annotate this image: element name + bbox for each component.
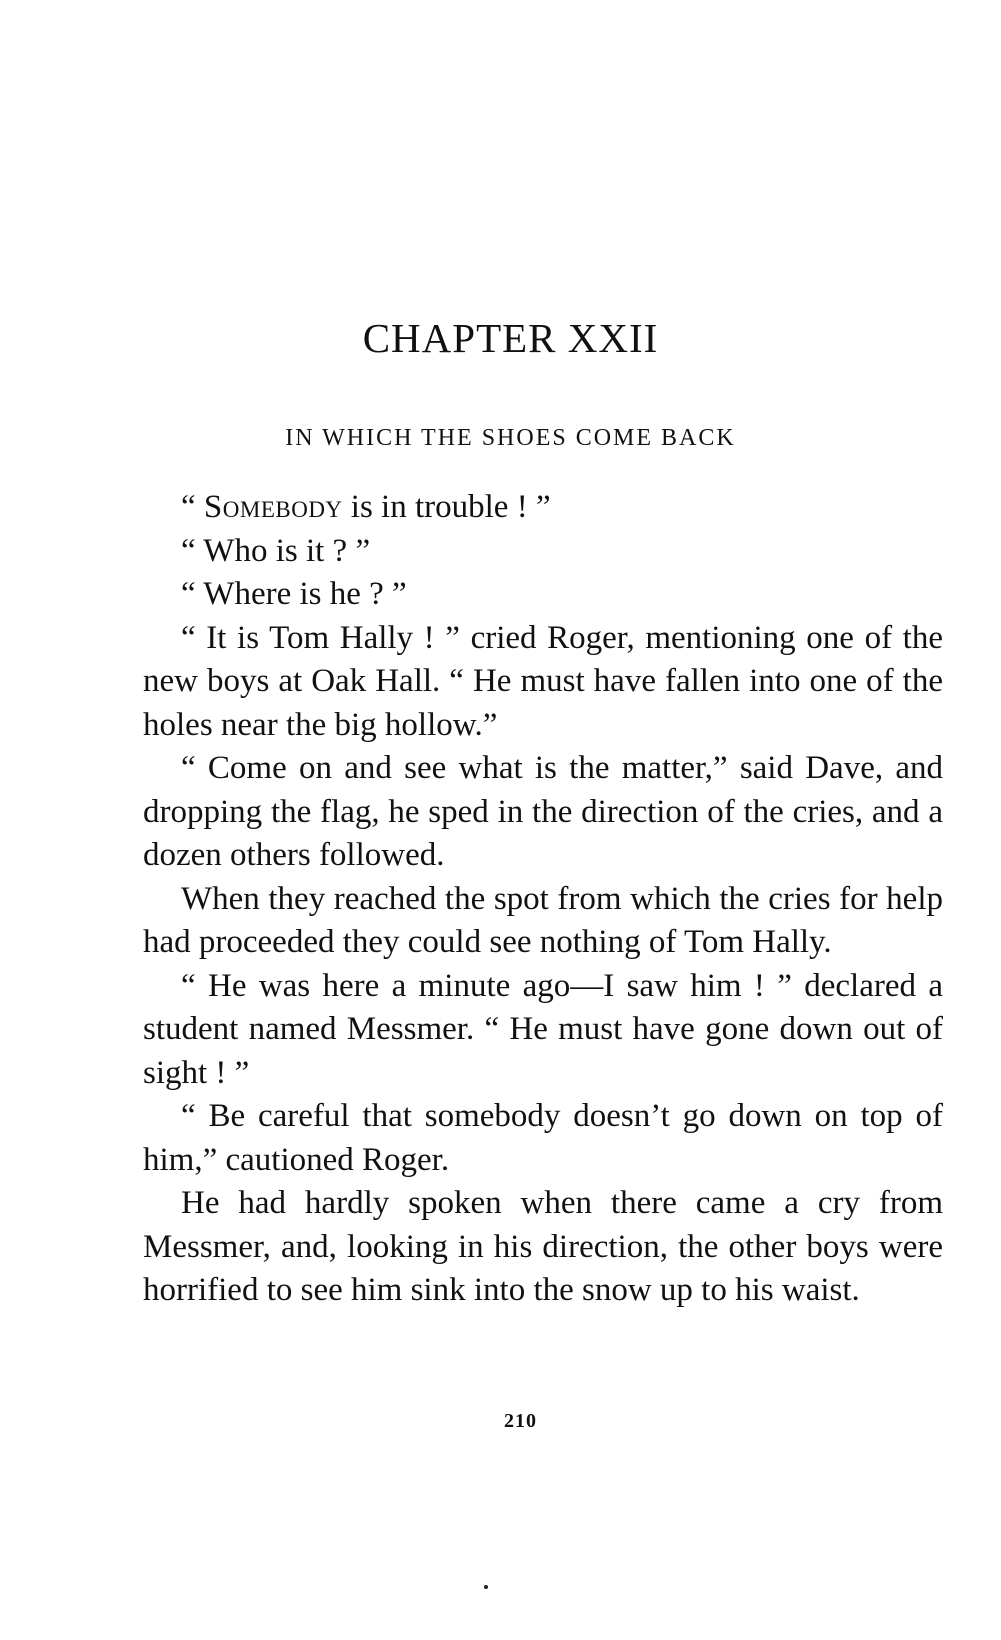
- paragraph-2: “ Who is it ? ”: [181, 532, 371, 569]
- paragraph-8: “ Be careful that somebody doesn’t go down on top of him,” cautioned Roger.: [143, 1098, 943, 1178]
- ink-speck: [484, 1585, 488, 1589]
- paragraph-7: “ He was here a minute ago—I saw him ! ” declared a student named Messmer. “ He must have gone down out of sight ! ”: [143, 967, 943, 1091]
- paragraph-3: “ Where is he ? ”: [181, 576, 407, 612]
- paragraph-6: When they reached the spot from which the cries for help had proceeded they could see nothing of Tom Hally.: [143, 880, 943, 960]
- chapter-title: CHAPTER XXII: [362, 315, 659, 361]
- paragraph-4: “ It is Tom Hally ! ” cried Roger, mentioning one of the new boys at Oak Hall. “ He must have fallen into one of the holes near the big hollow.”: [143, 619, 943, 743]
- lead-word: Somebody: [203, 489, 343, 525]
- opening-quote: “: [181, 489, 204, 525]
- page-number: 210: [504, 1410, 537, 1432]
- paragraph-5: “ Come on and see what is the matter,” said Dave, and dropping the flag, he sped in the direction of the cries, and a dozen others followed.: [143, 750, 943, 873]
- chapter-subtitle: IN WHICH THE SHOES COME BACK: [285, 425, 736, 451]
- paragraph-text: is in trouble ! ”: [342, 489, 551, 525]
- paragraph-9: He had hardly spoken when there came a cry from Messmer, and, looking in his direction, the other boys were horrified to see him sink into the snow up to his waist.: [143, 1185, 943, 1308]
- paragraph-1: [143, 486, 943, 530]
- chapter-body: [143, 486, 943, 1313]
